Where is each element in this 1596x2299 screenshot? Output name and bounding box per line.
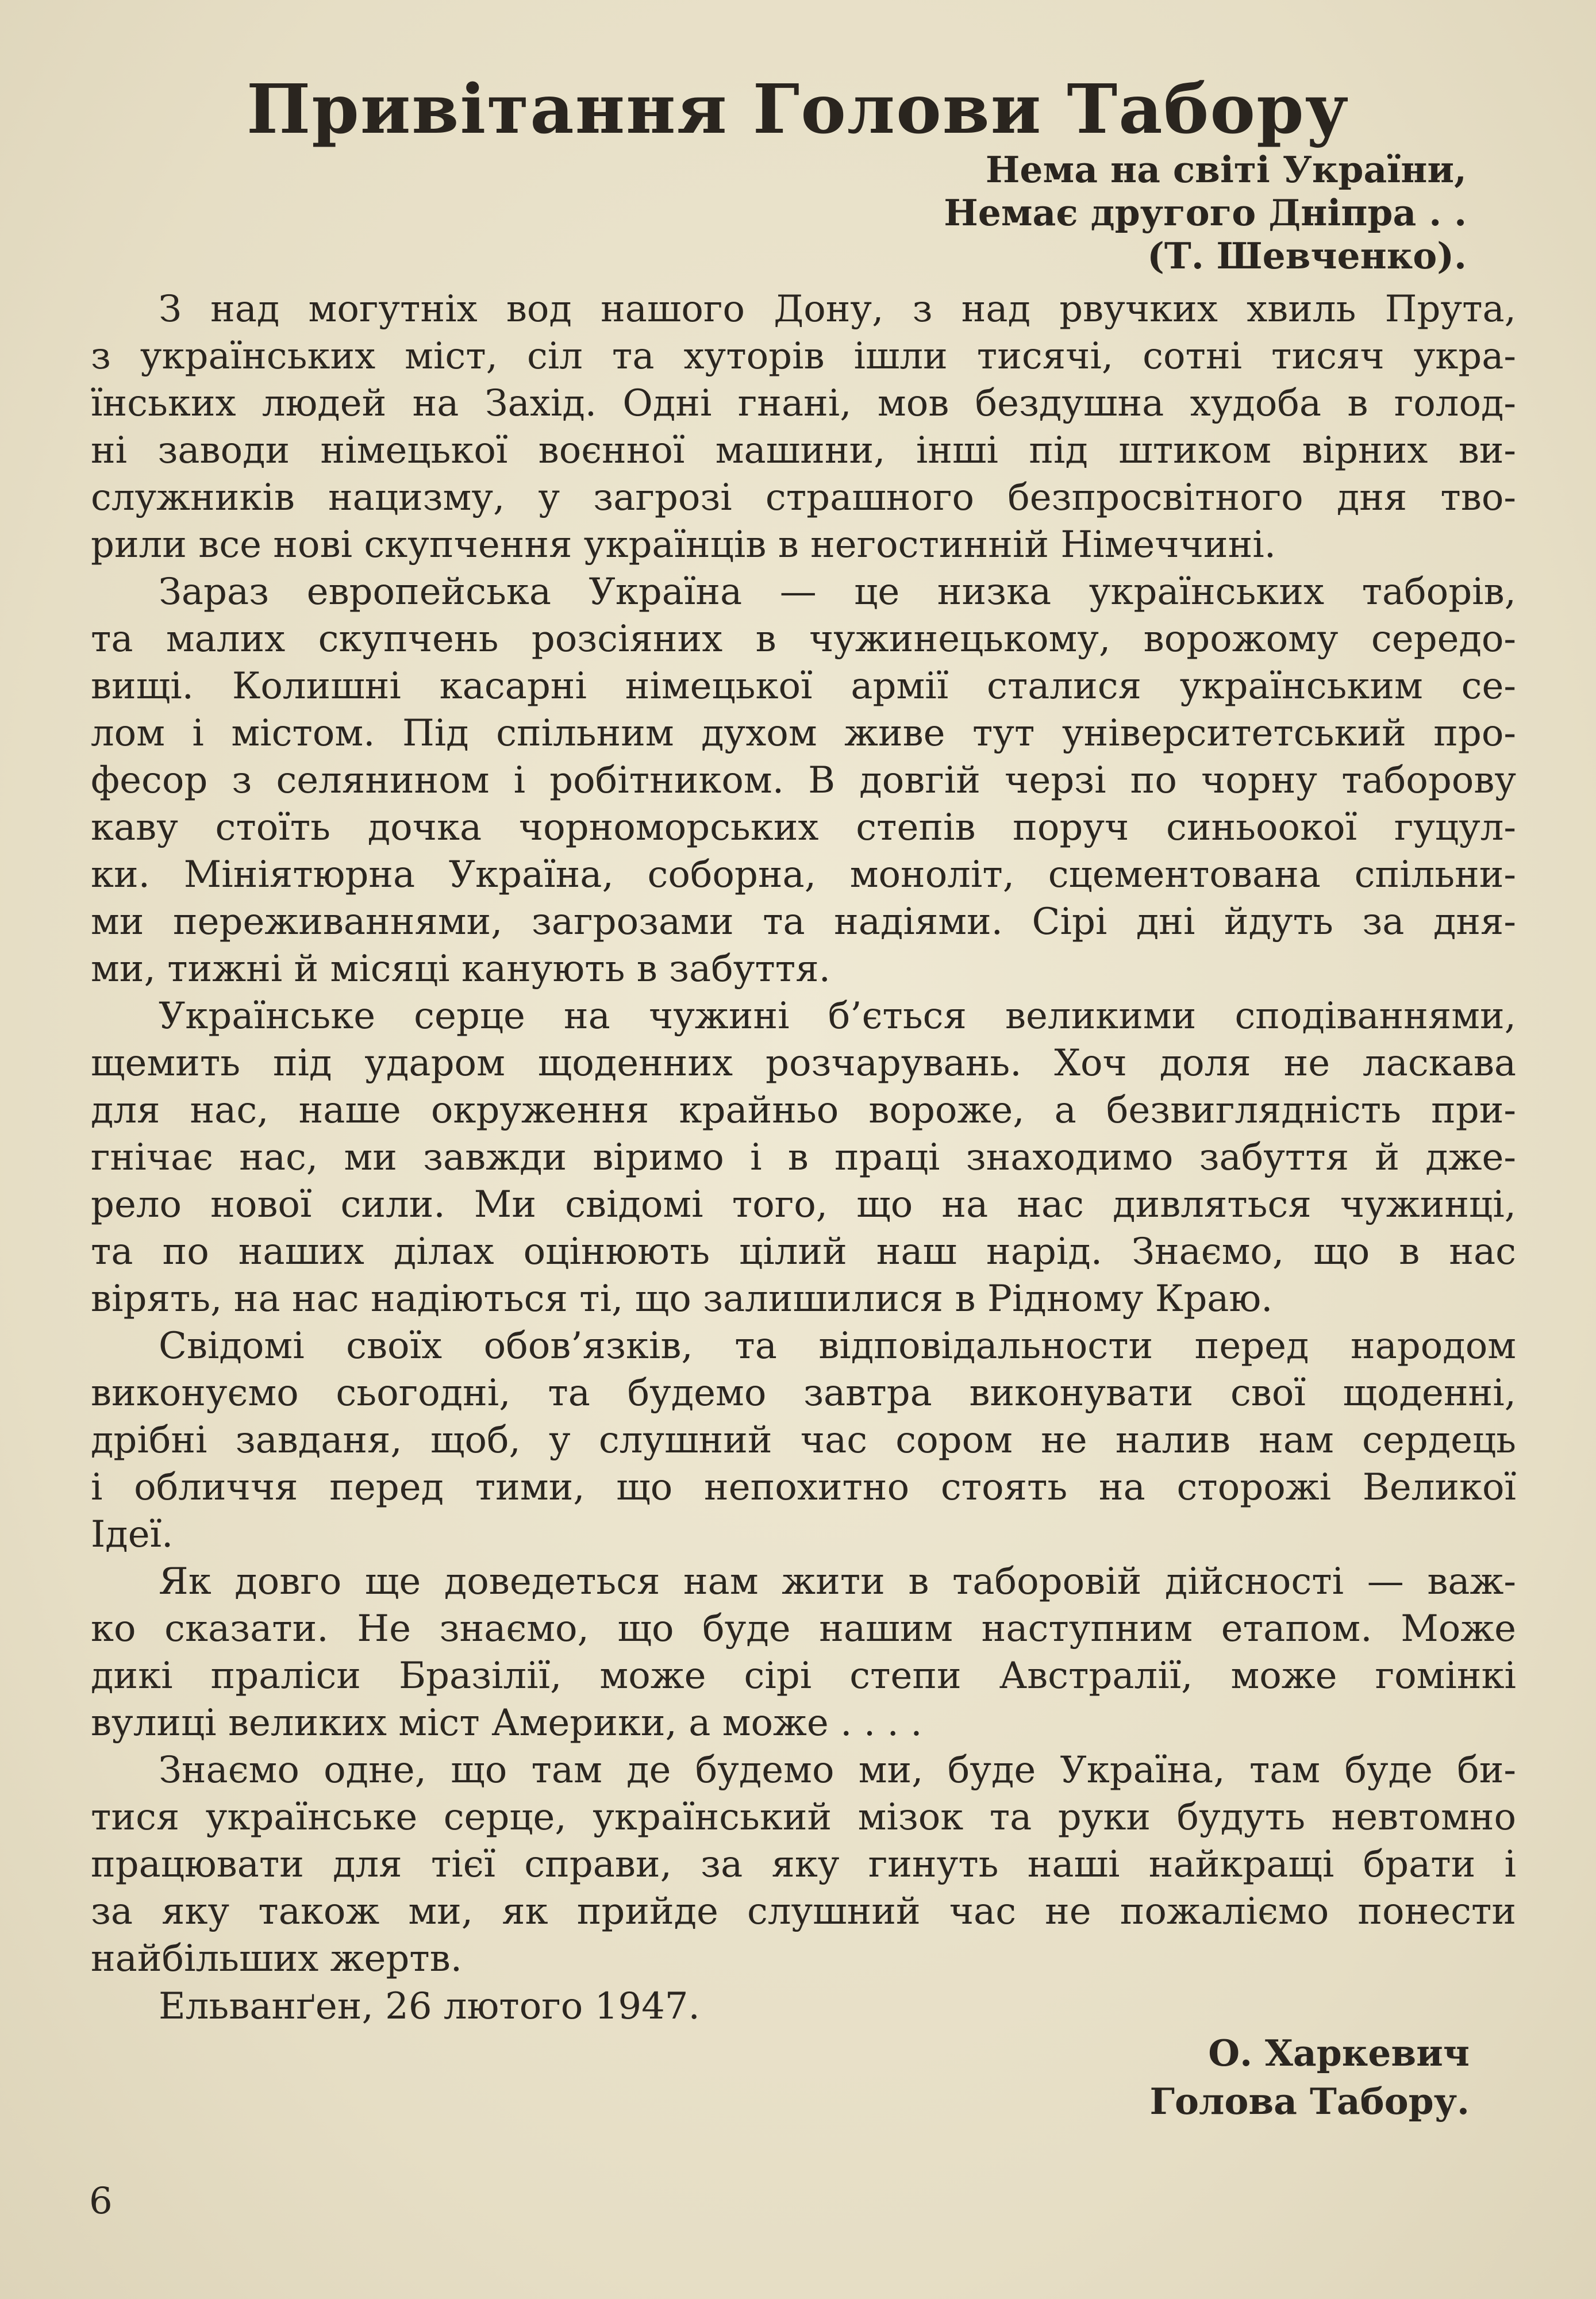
text-line: Свідомі своїх обов’язків, та відповідальности перед народом <box>159 1325 1516 1367</box>
epigraph-attribution: (Т. Шевченко). <box>1147 234 1467 277</box>
text-line: та по наших ділах оцінюють цілий наш нарід. Знаємо, що в нас <box>91 1231 1516 1273</box>
signature-block <box>780 2029 1470 2125</box>
epigraph-line: Немає другого Дніпра . . <box>944 191 1467 234</box>
text-line: Знаємо одне, що там де будемо ми, буде Україна, там буде би- <box>159 1749 1516 1791</box>
text-line: їнських людей на Захід. Одні гнані, мов бездушна худоба в голод- <box>91 382 1516 425</box>
text-line: Ідеї. <box>91 1513 174 1556</box>
text-line: тися українське серце, український мізок та руки будуть невтомно <box>91 1796 1516 1839</box>
text-line: ко сказати. Не знаємо, що буде нашим наступним етапом. Може <box>91 1608 1516 1650</box>
text-line: ки. Мініятюрна Україна, соборна, моноліт, сцементована спільни- <box>91 854 1516 896</box>
text-line: вірять, на нас надіються ті, що залишилися в Рідному Краю. <box>91 1278 1273 1320</box>
text-line: вищі. Колишні касарні німецької армії сталися українським се- <box>91 665 1516 708</box>
text-line: лом і містом. Під спільним духом живе тут університетський про- <box>91 712 1516 755</box>
text-line: виконуємо сьогодні, та будемо завтра виконувати свої щоденні, <box>91 1372 1516 1414</box>
text-line: гнічає нас, ми завжди віримо і в праці знаходимо забуття й дже- <box>91 1136 1516 1179</box>
text-line: ми, тижні й місяці канують в забуття. <box>91 948 830 990</box>
signature-name: О. Харкевич <box>1208 2032 1470 2074</box>
epigraph-line: Нема на світі України, <box>985 148 1467 191</box>
text-line: дикі праліси Бразілії, може сірі степи Австралії, може гомінкі <box>91 1655 1516 1697</box>
text-line: і обличчя перед тими, що непохитно стоять на сторожі Великої <box>91 1466 1516 1509</box>
text-line: щемить під ударом щоденних розчарувань. Хоч доля не ласкава <box>91 1042 1516 1085</box>
text-line: служників нацизму, у загрозі страшного безпросвітного дня тво- <box>91 476 1516 519</box>
text-line: Українське серце на чужині б’ється великими сподіваннями, <box>159 995 1516 1037</box>
text-line: рили все нові скупчення українців в негостинній Німеччині. <box>91 524 1276 566</box>
text-line: вулиці великих міст Америки, а може . . . . <box>91 1702 922 1744</box>
text-line: фесор з селянином і робітником. В довгій черзі по чорну таборову <box>91 759 1516 802</box>
page-number: 6 <box>89 2180 113 2223</box>
text-line: найбільших жертв. <box>91 1937 463 1980</box>
text-line: Зараз европейська Україна — це низка українських таборів, <box>159 571 1516 613</box>
text-line: дрібні завданя, щоб, у слушний час сором не налив нам сердець <box>91 1419 1516 1462</box>
date-line: Ельванґен, 26 лютого 1947. <box>159 1985 700 2028</box>
text-line: працювати для тієї справи, за яку гинуть наші найкращі брати і <box>91 1843 1516 1886</box>
text-line: Як довго ще доведеться нам жити в таборовій дійсності — важ- <box>159 1560 1516 1603</box>
text-line: ні заводи німецької воєнної машини, інші під штиком вірних ви- <box>91 429 1516 472</box>
text-line: каву стоїть дочка чорноморських степів поруч синьоокої гуцул- <box>91 806 1516 849</box>
text-line: рело нової сили. Ми свідомі того, що на нас дивляться чужинці, <box>91 1183 1516 1226</box>
signature-role: Голова Табору. <box>1149 2080 1470 2123</box>
text-line: та малих скупчень розсіяних в чужинецькому, ворожому середо- <box>91 618 1516 660</box>
epigraph <box>662 148 1467 278</box>
text-line: З над могутніх вод нашого Дону, з над рвучких хвиль Прута, <box>159 288 1516 330</box>
body-text <box>91 286 1516 1982</box>
text-line: з українських міст, сіл та хуторів ішли тисячі, сотні тисяч укра- <box>91 335 1516 378</box>
text-line: для нас, наше окруження крайньо вороже, а безвиглядність при- <box>91 1089 1516 1132</box>
text-line: ми переживаннями, загрозами та надіями. Сірі дні йдуть за дня- <box>91 901 1516 943</box>
text-line: за яку також ми, як прийде слушний час не пожаліємо понести <box>91 1890 1516 1933</box>
page-title: Привітання Голови Табору <box>246 69 1350 149</box>
